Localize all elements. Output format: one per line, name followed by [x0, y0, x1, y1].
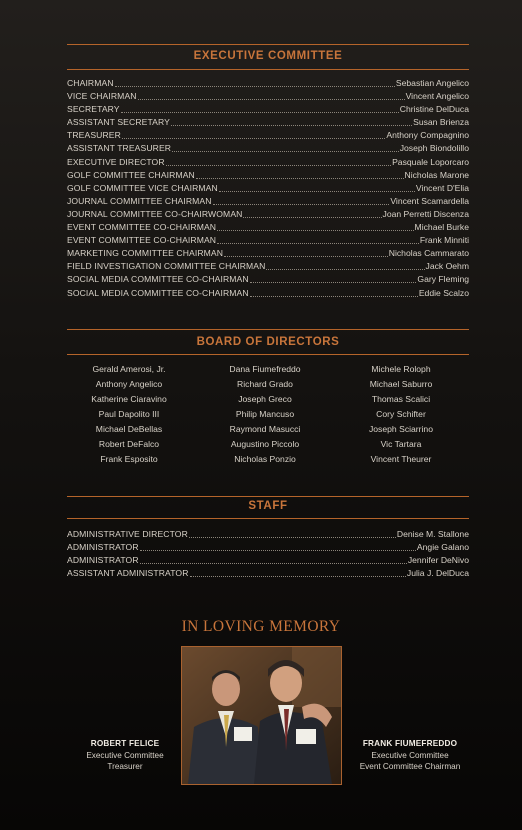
exec-row: EXECUTIVE DIRECTOR Pasquale Loporcaro: [67, 156, 469, 167]
board-section-title: BOARD OF DIRECTORS: [196, 336, 340, 348]
memorial-role: Executive Committee: [371, 750, 449, 760]
exec-row: JOURNAL COMMITTEE CHAIRMAN Vincent Scamardella: [67, 195, 469, 206]
exec-row: GOLF COMMITTEE VICE CHAIRMAN Vincent D'Elia: [67, 182, 469, 193]
board-member: Vincent Theurer: [370, 454, 432, 464]
exec-row: SOCIAL MEDIA COMMITTEE CO-CHAIRMAN Gary Fleming: [67, 274, 469, 285]
memorial-role: Event Committee Chairman: [359, 762, 461, 771]
board-member: Vic Tartara: [380, 439, 422, 449]
memorial-photo: [181, 646, 342, 785]
exec-top-rule: [67, 44, 469, 45]
exec-row: EVENT COMMITTEE CO-CHAIRMAN Michael Burke: [67, 222, 469, 233]
staff-row: ASSISTANT ADMINISTRATOR Julia J. DelDuca: [67, 568, 469, 579]
board-column: [61, 362, 197, 467]
board-member: Michele Roloph: [371, 364, 431, 374]
board-member: Nicholas Ponzio: [234, 454, 296, 464]
board-grid: [67, 362, 469, 467]
board-member: Frank Esposito: [100, 454, 158, 464]
memorial-photo-illustration: [182, 647, 341, 784]
board-member: Michael Saburro: [369, 379, 433, 389]
exec-row: VICE CHAIRMAN Vincent Angelico: [67, 91, 469, 102]
board-member: Anthony Angelico: [95, 379, 163, 389]
board-top-rule: [67, 329, 469, 330]
memorial-caption-left: [65, 738, 185, 773]
board-member: Paul Dapolito III: [98, 409, 160, 419]
board-member: Richard Grado: [237, 379, 293, 389]
staff-top-rule: [67, 496, 469, 497]
memorial-role: Executive Committee: [86, 750, 164, 760]
exec-row: GOLF COMMITTEE CHAIRMAN Nicholas Marone: [67, 169, 469, 180]
board-member: Michael DeBellas: [95, 424, 163, 434]
memorial-name: FRANK FIUMEFREDDO: [362, 739, 458, 748]
board-member: Gerald Amerosi, Jr.: [92, 364, 166, 374]
exec-row: ASSISTANT SECRETARY Susan Brienza: [67, 117, 469, 128]
board-bottom-rule: [67, 354, 469, 355]
memorial-role: Treasurer: [107, 762, 143, 771]
exec-row: MARKETING COMMITTEE CHAIRMAN Nicholas Cammarato: [67, 248, 469, 259]
exec-row: FIELD INVESTIGATION COMMITTEE CHAIRMAN Jack Oehm: [67, 261, 469, 272]
memorial-caption-right: [350, 738, 470, 773]
board-column: [333, 362, 469, 467]
board-member: Augustino Piccolo: [230, 439, 300, 449]
board-member: Katherine Ciaravino: [91, 394, 167, 404]
memory-title: IN LOVING MEMORY: [181, 618, 341, 635]
board-member: Robert DeFalco: [98, 439, 160, 449]
exec-row: SOCIAL MEDIA COMMITTEE CO-CHAIRMAN Eddie Scalzo: [67, 287, 469, 298]
exec-row: ASSISTANT TREASURER Joseph Biondolillo: [67, 143, 469, 154]
staff-row: ADMINISTRATOR Angie Galano: [67, 542, 469, 553]
board-member: Cory Schifter: [376, 409, 426, 419]
board-member: Dana Fiumefreddo: [229, 364, 301, 374]
exec-row: CHAIRMAN Sebastian Angelico: [67, 78, 469, 88]
staff-roster: [67, 528, 469, 580]
staff-section-title: STAFF: [248, 500, 288, 512]
board-member: Thomas Scalici: [371, 394, 431, 404]
exec-row: EVENT COMMITTEE CO-CHAIRMAN Frank Minniti: [67, 235, 469, 246]
board-member: Philip Mancuso: [235, 409, 295, 419]
exec-bottom-rule: [67, 69, 469, 70]
exec-row: TREASURER Anthony Compagnino: [67, 130, 469, 141]
board-member: Joseph Sciarrino: [368, 424, 433, 434]
exec-row: SECRETARY Christine DelDuca: [67, 104, 469, 115]
staff-bottom-rule: [67, 518, 469, 519]
exec-roster: [67, 77, 469, 300]
board-column: [197, 362, 333, 467]
memorial-name: ROBERT FELICE: [90, 739, 160, 748]
exec-row: JOURNAL COMMITTEE CO-CHAIRWOMAN Joan Perretti Discenza: [67, 208, 469, 219]
exec-section-title: EXECUTIVE COMMITTEE: [193, 50, 343, 62]
staff-row: ADMINISTRATOR Jennifer DeNivo: [67, 555, 469, 566]
staff-row: ADMINISTRATIVE DIRECTOR Denise M. Stallone: [67, 529, 469, 539]
board-member: Raymond Masucci: [229, 424, 301, 434]
board-member: Joseph Greco: [238, 394, 292, 404]
